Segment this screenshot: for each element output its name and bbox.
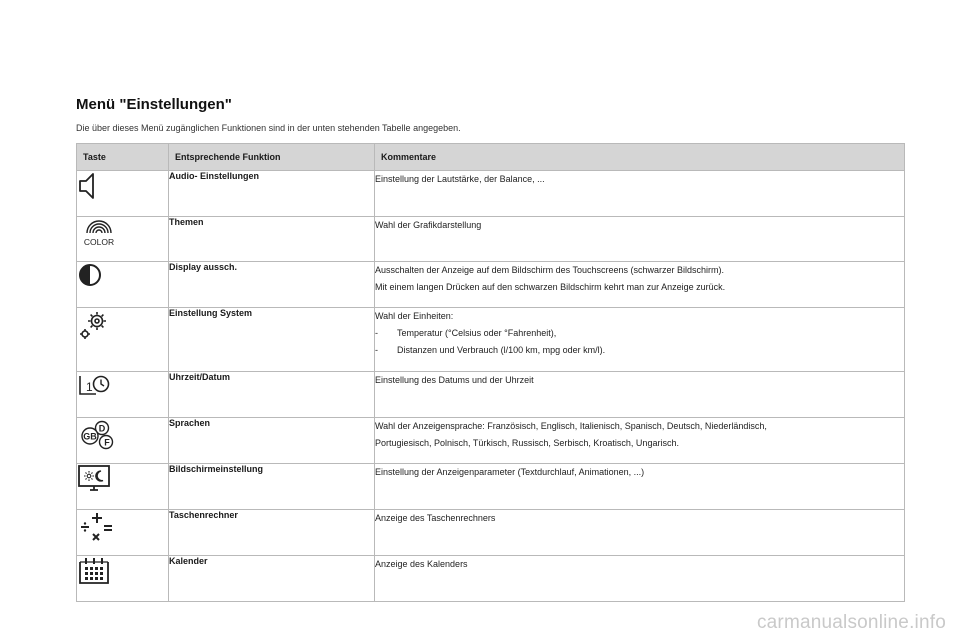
header-taste: Taste xyxy=(77,144,169,171)
watermark: carmanualsonline.info xyxy=(756,612,946,633)
table-row xyxy=(77,418,905,464)
comment xyxy=(375,262,905,308)
function-name: Themen xyxy=(169,217,375,262)
comment xyxy=(375,464,905,510)
function-name: Uhrzeit/Datum xyxy=(169,372,375,418)
table-row xyxy=(77,308,905,372)
icon-cell xyxy=(77,171,169,217)
table-row xyxy=(77,556,905,602)
bullet-text: Distanzen und Verbrauch (l/100 km, mpg oder km/l). xyxy=(397,345,606,355)
table-row xyxy=(77,171,905,217)
half-circle-icon[interactable] xyxy=(77,262,103,288)
header-comments: Kommentare xyxy=(375,144,905,171)
icon-cell xyxy=(77,510,169,556)
icon-cell xyxy=(77,262,169,308)
comment-line: Anzeige des Kalenders xyxy=(375,559,468,569)
comment xyxy=(375,171,905,217)
bullet-text: Temperatur (°Celsius oder °Fahrenheit), xyxy=(397,328,557,338)
comment-line: Wahl der Anzeigensprache: Französisch, Englisch, Italienisch, Spanisch, Deutsch, Niederländisch, xyxy=(375,421,767,431)
function-name: Taschenrechner xyxy=(169,510,375,556)
table-row xyxy=(77,510,905,556)
intro-text: Die über dieses Menü zugänglichen Funktionen sind in der unten stehenden Tabelle angegeben. xyxy=(76,123,461,133)
comment xyxy=(375,308,905,372)
comment-line: Einstellung der Anzeigenparameter (Textdurchlauf, Animationen, ...) xyxy=(375,467,645,477)
comment-line: Portugiesisch, Polnisch, Türkisch, Russisch, Serbisch, Kroatisch, Ungarisch. xyxy=(375,438,679,448)
comment-line: Wahl der Einheiten: xyxy=(375,311,454,321)
lang-label: GB xyxy=(83,431,97,442)
table-row xyxy=(77,372,905,418)
function-name: Sprachen xyxy=(169,418,375,464)
lang-label: D xyxy=(98,423,106,434)
comment-line: Ausschalten der Anzeige auf dem Bildschirm des Touchscreens (schwarzer Bildschirm). xyxy=(375,265,724,275)
table-row xyxy=(77,464,905,510)
comment xyxy=(375,418,905,464)
comment-line: Einstellung des Datums und der Uhrzeit xyxy=(375,375,534,385)
icon-cell xyxy=(77,217,169,262)
comment xyxy=(375,372,905,418)
color-label: COLOR xyxy=(83,237,115,247)
comment-line: Anzeige des Taschenrechners xyxy=(375,513,496,523)
table-row xyxy=(77,262,905,308)
comment-line: Wahl der Grafikdarstellung xyxy=(375,220,482,230)
comment xyxy=(375,217,905,262)
comment-line: Mit einem langen Drücken auf den schwarzen Bildschirm kehrt man zur Anzeige zurück. xyxy=(375,282,726,292)
bullet-item: - Temperatur (°Celsius oder °Fahrenheit), xyxy=(375,325,904,342)
comment xyxy=(375,556,905,602)
table-header-row xyxy=(77,144,905,171)
color-theme-icon[interactable] xyxy=(77,217,121,247)
settings-table xyxy=(76,143,905,602)
lang-label: F xyxy=(104,437,110,448)
table-row xyxy=(77,217,905,262)
function-name: Display aussch. xyxy=(169,262,375,308)
comment xyxy=(375,510,905,556)
function-name: Kalender xyxy=(169,556,375,602)
header-function: Entsprechende Funktion xyxy=(169,144,375,171)
bullet-item: - Distanzen und Verbrauch (l/100 km, mpg oder km/l). xyxy=(375,342,904,359)
speaker-icon[interactable] xyxy=(77,171,101,201)
icon-cell xyxy=(77,556,169,602)
page-title: Menü "Einstellungen" xyxy=(76,96,232,113)
languages-icon[interactable] xyxy=(77,418,117,452)
function-name: Einstellung System xyxy=(169,308,375,372)
icon-cell xyxy=(77,308,169,372)
icon-cell xyxy=(77,464,169,510)
screen-day-night-icon[interactable] xyxy=(77,464,111,492)
function-name: Audio- Einstellungen xyxy=(169,171,375,217)
calendar-icon[interactable] xyxy=(77,556,111,586)
calculator-icon[interactable] xyxy=(77,510,115,544)
comment-line: Einstellung der Lautstärke, der Balance, ... xyxy=(375,174,545,184)
clock-date-icon[interactable] xyxy=(77,372,111,398)
date-label: 1 xyxy=(86,380,93,394)
gears-icon[interactable] xyxy=(77,308,111,342)
icon-cell xyxy=(77,372,169,418)
icon-cell xyxy=(77,418,169,464)
function-name: Bildschirmeinstellung xyxy=(169,464,375,510)
